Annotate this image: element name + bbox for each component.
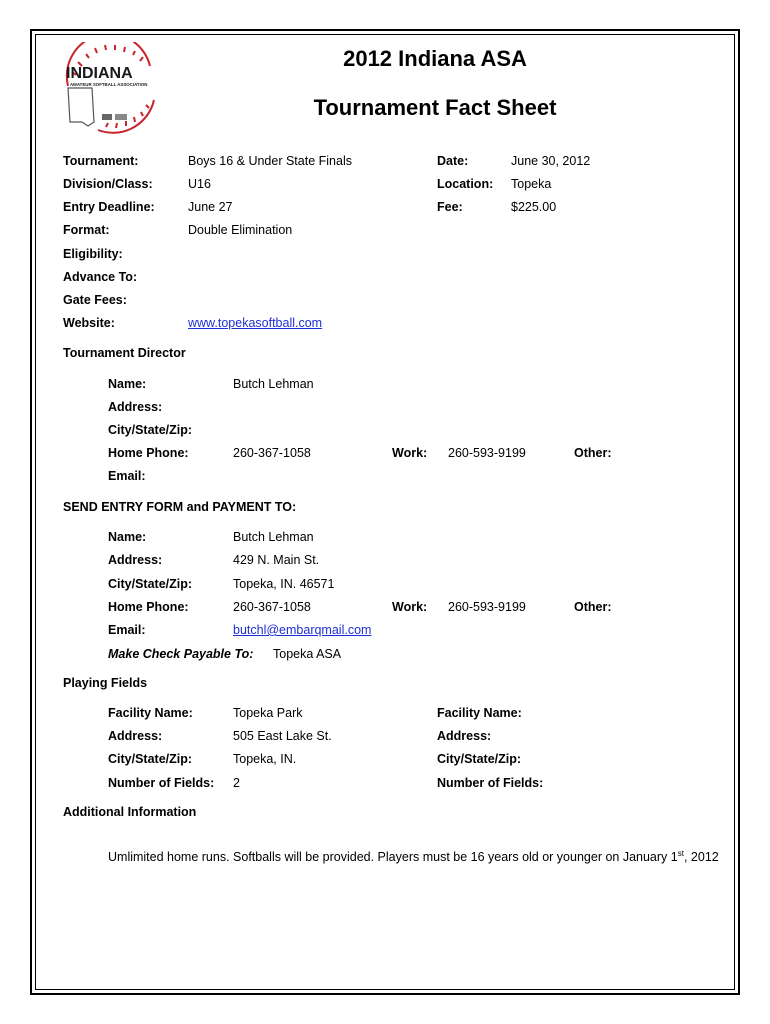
location-value: Topeka xyxy=(511,177,552,191)
advance-label: Advance To: xyxy=(63,270,138,284)
director-city-label: City/State/Zip: xyxy=(108,423,193,437)
director-name-value: Butch Lehman xyxy=(233,377,314,391)
format-label: Format: xyxy=(63,223,110,237)
payable-value: Topeka ASA xyxy=(273,647,342,661)
send-email-label: Email: xyxy=(108,623,146,637)
send-city-label: City/State/Zip: xyxy=(108,577,193,591)
additional-heading: Additional Information xyxy=(63,805,197,819)
entry-deadline-value: June 27 xyxy=(188,200,233,214)
logo-name: INDIANA xyxy=(66,65,133,82)
website-label: Website: xyxy=(63,316,115,330)
address2-label: Address: xyxy=(437,729,492,743)
city2-label: City/State/Zip: xyxy=(437,752,522,766)
send-entry-heading: SEND ENTRY FORM and PAYMENT TO: xyxy=(63,500,297,514)
division-value: U16 xyxy=(188,177,211,191)
director-work-label: Work: xyxy=(392,446,428,460)
send-work-value: 260-593-9199 xyxy=(448,600,526,614)
additional-text-sup: st xyxy=(677,848,684,858)
facility2-label: Facility Name: xyxy=(437,706,522,720)
fee-label: Fee: xyxy=(437,200,463,214)
send-address-value: 429 N. Main St. xyxy=(233,553,320,567)
director-heading: Tournament Director xyxy=(63,346,186,360)
additional-text xyxy=(108,850,719,865)
indiana-asa-logo xyxy=(58,42,160,134)
additional-text-main: Umlimited home runs. Softballs will be provided. Players must be 16 years old or younger on January 1 xyxy=(108,850,678,864)
address1-value: 505 East Lake St. xyxy=(233,729,332,743)
tournament-label: Tournament: xyxy=(63,154,139,168)
send-work-label: Work: xyxy=(392,600,428,614)
date-label: Date: xyxy=(437,154,469,168)
logo-subtitle: AMATEUR SOFTBALL ASSOCIATION xyxy=(70,82,148,87)
page-subtitle: Tournament Fact Sheet xyxy=(313,95,557,120)
send-address-label: Address: xyxy=(108,553,163,567)
send-name-label: Name: xyxy=(108,530,147,544)
location-label: Location: xyxy=(437,177,494,191)
city1-value: Topeka, IN. xyxy=(233,752,297,766)
director-home-phone-label: Home Phone: xyxy=(108,446,189,460)
director-home-phone-value: 260-367-1058 xyxy=(233,446,311,460)
send-city-value: Topeka, IN. 46571 xyxy=(233,577,335,591)
entry-deadline-label: Entry Deadline: xyxy=(63,200,155,214)
director-address-label: Address: xyxy=(108,400,163,414)
address1-label: Address: xyxy=(108,729,163,743)
director-work-value: 260-593-9199 xyxy=(448,446,526,460)
send-name-value: Butch Lehman xyxy=(233,530,314,544)
city1-label: City/State/Zip: xyxy=(108,752,193,766)
payable-label: Make Check Payable To: xyxy=(108,647,254,661)
website-link[interactable]: www.topekasoftball.com xyxy=(188,316,323,330)
page-title: 2012 Indiana ASA xyxy=(343,46,527,71)
division-label: Division/Class: xyxy=(63,177,153,191)
fields-heading: Playing Fields xyxy=(63,676,148,690)
director-name-label: Name: xyxy=(108,377,147,391)
numfields1-label: Number of Fields: xyxy=(108,776,215,790)
facility1-label: Facility Name: xyxy=(108,706,193,720)
fee-value: $225.00 xyxy=(511,200,557,214)
numfields1-value: 2 xyxy=(233,776,240,790)
numfields2-label: Number of Fields: xyxy=(437,776,544,790)
director-other-label: Other: xyxy=(574,446,612,460)
facility1-value: Topeka Park xyxy=(233,706,303,720)
gate-fees-label: Gate Fees: xyxy=(63,293,127,307)
date-value: June 30, 2012 xyxy=(511,154,591,168)
send-home-phone-value: 260-367-1058 xyxy=(233,600,311,614)
eligibility-label: Eligibility: xyxy=(63,247,123,261)
send-email-link[interactable]: butchl@embarqmail.com xyxy=(233,623,372,637)
send-other-label: Other: xyxy=(574,600,612,614)
additional-text-end: , 2012 xyxy=(683,850,719,864)
tournament-value: Boys 16 & Under State Finals xyxy=(188,154,352,168)
format-value: Double Elimination xyxy=(188,223,293,237)
director-email-label: Email: xyxy=(108,469,146,483)
send-home-phone-label: Home Phone: xyxy=(108,600,189,614)
